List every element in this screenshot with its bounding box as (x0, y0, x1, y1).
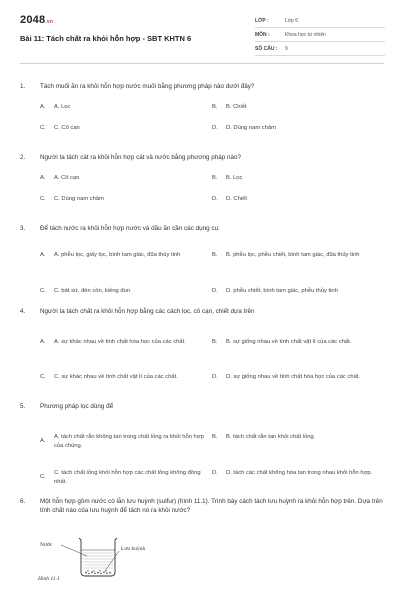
answer-options (40, 233, 384, 301)
question-number: 3. (20, 225, 26, 232)
option-a[interactable]: A. A. Cô cạn (40, 175, 80, 181)
question-number: 5. (20, 403, 26, 410)
option-c[interactable]: C. C. Cô cạn (40, 125, 80, 131)
question-number: 2. (20, 154, 26, 161)
meta-count-label: SỐ CÂU : (255, 45, 278, 52)
worksheet-title: Bài 11: Tách chất ra khỏi hỗn hợp - SBT KHTN 6 (20, 34, 192, 43)
question-text (20, 153, 384, 162)
question-2 (20, 153, 384, 206)
logo-suffix: .vn (45, 19, 54, 25)
answer-options (40, 316, 384, 396)
option-b[interactable]: B. B. Lọc (212, 175, 243, 181)
question-prompt: Để tách nước ra khỏi hỗn hợp nước và dầu ăn cần các dụng cụ: (40, 225, 220, 232)
question-number: 6. (20, 498, 26, 505)
answer-options (40, 162, 384, 206)
figure-caption: Hình 11.1 (38, 576, 60, 582)
option-b[interactable]: B. B. Chiết (212, 104, 247, 110)
answer-options (40, 411, 384, 491)
option-c[interactable]: C. C. bát sứ, đèn cồn, kiềng đun (40, 288, 131, 294)
worksheet-header (0, 0, 400, 70)
sulfur-particles (85, 570, 111, 574)
question-text (20, 307, 384, 316)
option-a[interactable]: A. A. tách chất rắn không tan trong chất lỏng ra khỏi hỗn hợp của chúng. (40, 434, 204, 449)
answer-options (40, 91, 384, 135)
option-c[interactable]: C. C. tách chất lỏng khỏi hỗn hợp các chất lỏng không đồng nhất. (40, 470, 201, 485)
option-a[interactable]: A. A. Lọc (40, 104, 71, 110)
meta-subject-label: MÔN : (255, 31, 270, 38)
option-d[interactable]: D. D. sự giống nhau về tính chất hóa học của các chất. (212, 374, 361, 380)
question-5 (20, 402, 384, 491)
question-4 (20, 307, 384, 396)
question-text (20, 224, 384, 233)
question-prompt: Người ta tách cát ra khỏi hỗn hợp cát và nước bằng phương pháp nào? (40, 154, 242, 161)
question-number: 4. (20, 308, 26, 315)
meta-subject-row (255, 28, 385, 42)
option-c[interactable]: C. C. Dùng nam châm (40, 196, 104, 202)
logo-main: 2048 (20, 14, 46, 26)
meta-class-value: Lớp 6 (285, 17, 299, 24)
question-3 (20, 224, 384, 301)
figure-11-1 (37, 532, 157, 594)
question-prompt: Người ta tách chất ra khỏi hỗn hợp bằng các cách lọc, cô cạn, chiết dựa trên (40, 308, 255, 315)
question-6 (20, 497, 384, 515)
meta-class-row (255, 14, 385, 28)
question-prompt: Tách muối ăn ra khỏi hỗn hợp nước muối bằng phương pháp nào dưới đây? (40, 83, 255, 90)
meta-count-value: 9 (285, 45, 288, 52)
site-logo[interactable] (20, 14, 53, 26)
option-d[interactable]: D. D. Chiết (212, 196, 247, 202)
question-prompt: Một hỗn hợp gồm nước có lẫn lưu huỳnh (sulfur) (hình 11.1). Trình bày cách tách lưu huỳnh ra khỏi hỗn hợp trên. Dựa trên tính chất nào của lưu huỳnh để tách nó ra khỏi nước? (40, 498, 383, 514)
option-a[interactable]: A. A. sự khác nhau về tính chất hóa học của các chất. (40, 339, 186, 345)
header-divider (20, 63, 384, 64)
meta-subject-value: Khoa học tự nhiên (285, 31, 326, 38)
option-d[interactable]: D. D. phễu chiết, bình tam giác, phễu thủy tinh (212, 288, 338, 294)
option-b[interactable]: B. B. sự giống nhau về tính chất vật lí của các chất. (212, 339, 352, 345)
label-sulfur: Lưu huỳnh (121, 546, 146, 552)
label-water: Nước (40, 542, 53, 548)
question-text (20, 82, 384, 91)
option-c[interactable]: C. C. sự khác nhau về tính chất vật lí của các chất. (40, 374, 178, 380)
meta-class-label: LỚP : (255, 17, 269, 24)
question-number: 1. (20, 83, 26, 90)
question-text (20, 402, 384, 411)
beaker-illustration (37, 532, 157, 580)
question-prompt: Phương pháp lọc dùng để (40, 403, 114, 410)
option-b[interactable]: B. B. phễu lọc, phễu chiết, bình tam giác, đũa thủy tinh (212, 252, 360, 258)
meta-count-row (255, 42, 385, 56)
question-text (20, 497, 384, 515)
option-d[interactable]: D. D. Dùng nam châm (212, 125, 276, 131)
worksheet-meta (255, 14, 385, 56)
option-d[interactable]: D. D. tách các chất không hòa tan trong nhau khỏi hỗn hợp. (212, 470, 373, 476)
option-a[interactable]: A. A. phễu lọc, giấy lọc, bình tam giác, đũa thủy tinh (40, 252, 181, 258)
question-1 (20, 82, 384, 135)
option-b[interactable]: B. B. tách chất rắn tan khỏi chất lỏng. (212, 434, 316, 440)
